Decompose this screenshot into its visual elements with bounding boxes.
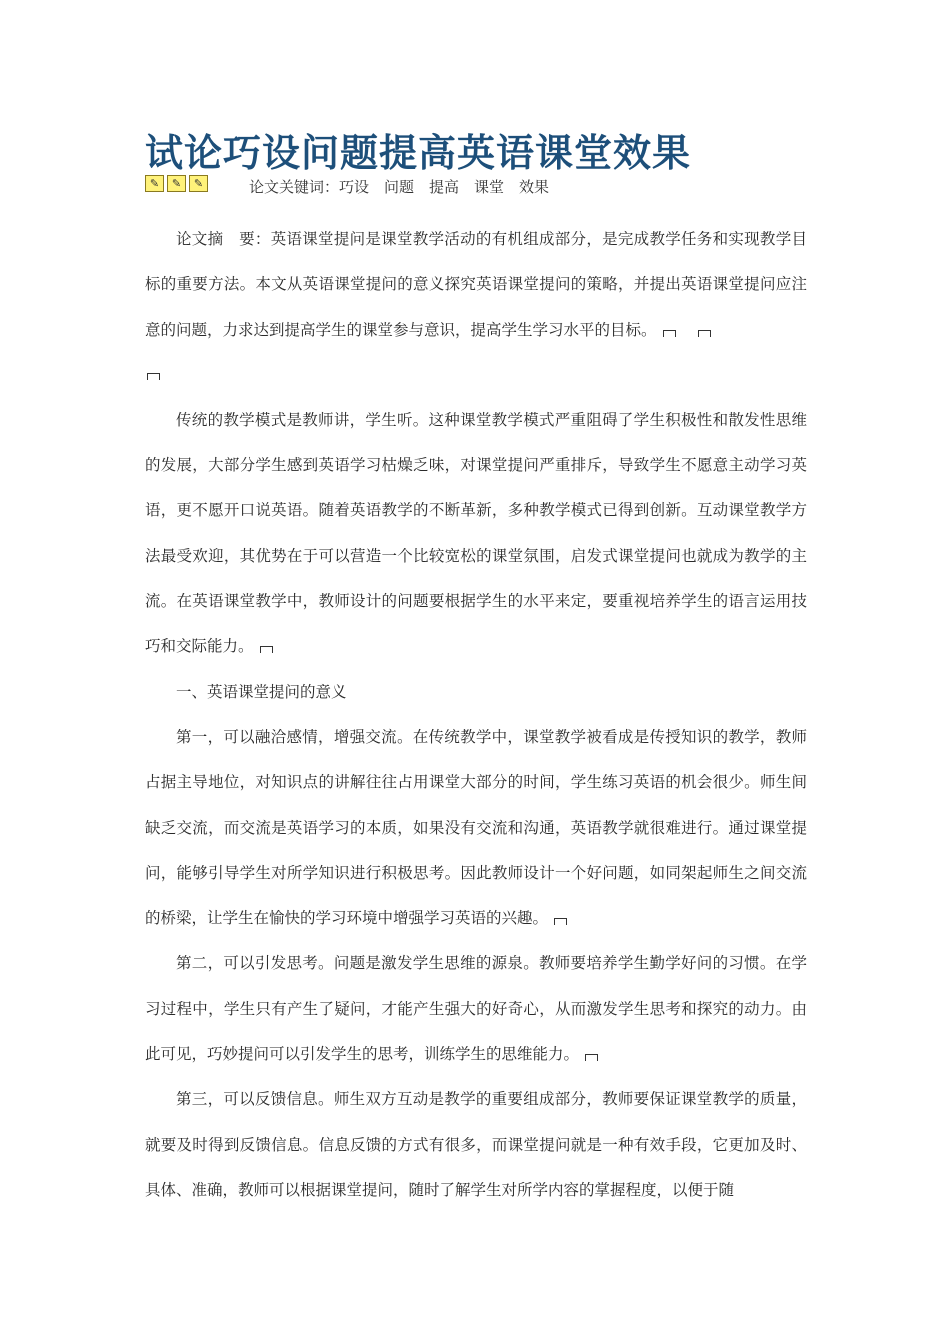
article-body bbox=[145, 217, 807, 1213]
rating-icons bbox=[145, 175, 208, 192]
pencil-icon[interactable]: ✎ bbox=[189, 175, 208, 192]
paragraph-mark-icon bbox=[554, 918, 567, 925]
body-paragraph: 传统的教学模式是教师讲，学生听。这种课堂教学模式严重阻碍了学生积极性和散发性思维的发展，大部分学生感到英语学习枯燥乏味，对课堂提问严重排斥，导致学生不愿意主动学习英语，更不愿开口说英语。随着英语教学的不断革新，多种教学模式已得到创新。互动课堂教学方法最受欢迎，其优势在于可以营造一个比较宽松的课堂氛围，启发式课堂提问也就成为教学的主流。在英语课堂教学中，教师设计的问题要根据学生的水平来定，要重视培养学生的语言运用技巧和交际能力。 bbox=[145, 410, 807, 656]
paragraph-mark-icon bbox=[260, 646, 273, 653]
keywords-line: 论文关键词：巧设 问题 提高 课堂 效果 bbox=[249, 178, 550, 196]
paragraph-mark-icon bbox=[585, 1054, 598, 1061]
pencil-icon[interactable]: ✎ bbox=[167, 175, 186, 192]
body-paragraph: 第三，可以反馈信息。师生双方互动是教学的重要组成部分，教师要保证课堂教学的质量，就要及时得到反馈信息。信息反馈的方式有很多，而课堂提问就是一种有效手段，它更加及时、具体、准确，教师可以根据课堂提问，随时了解学生对所学内容的掌握程度，以便于随 bbox=[145, 1090, 807, 1199]
paragraph-mark-icon bbox=[663, 330, 676, 337]
paragraph-mark-icon bbox=[698, 330, 711, 337]
keywords-row bbox=[145, 174, 825, 196]
body-paragraph: 第一，可以融洽感情，增强交流。在传统教学中，课堂教学被看成是传授知识的教学，教师占据主导地位，对知识点的讲解往往占用课堂大部分的时间，学生练习英语的机会很少。师生间缺乏交流，而交流是英语学习的本质，如果没有交流和沟通，英语教学就很难进行。通过课堂提问，能够引导学生对所学知识进行积极思考。因此教师设计一个好问题，如同架起师生之间交流的桥梁，让学生在愉快的学习环境中增强学习英语的兴趣。 bbox=[145, 727, 807, 928]
paragraph-mark-icon bbox=[147, 373, 160, 380]
pencil-icon[interactable]: ✎ bbox=[145, 175, 164, 192]
abstract-paragraph: 论文摘 要：英语课堂提问是课堂教学活动的有机组成部分，是完成教学任务和实现教学目标的重要方法。本文从英语课堂提问的意义探究英语课堂提问的策略，并提出英语课堂提问应注意的问题，力求达到提高学生的课堂参与意识，提高学生学习水平的目标。 bbox=[145, 230, 807, 339]
section-heading: 一、英语课堂提问的意义 bbox=[176, 682, 347, 701]
empty-line bbox=[145, 353, 807, 398]
document-title: 试论巧设问题提高英语课堂效果 bbox=[145, 130, 692, 175]
body-paragraph: 第二，可以引发思考。问题是激发学生思维的源泉。教师要培养学生勤学好问的习惯。在学习过程中，学生只有产生了疑问，才能产生强大的好奇心，从而激发学生思考和探究的动力。由此可见，巧妙提问可以引发学生的思考，训练学生的思维能力。 bbox=[145, 954, 807, 1064]
